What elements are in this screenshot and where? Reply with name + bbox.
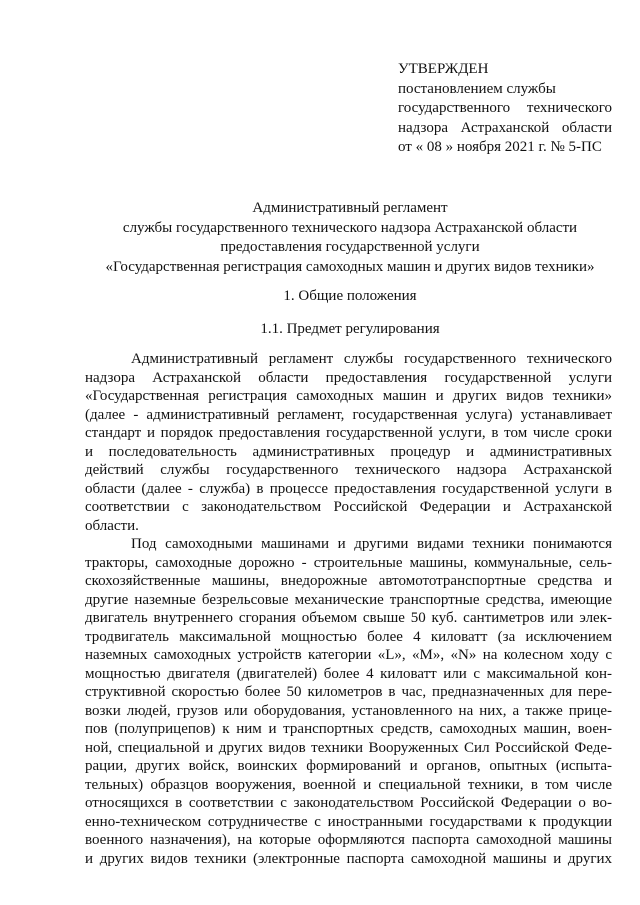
paragraph-line: пов (полуприцепов) к ним и транспортных средств, самоходных машин, воен- — [85, 721, 612, 737]
paragraph-line: Административный регламент службы государственного технического — [131, 351, 612, 367]
paragraph-line: Под самоходными машинами и другими видами техники понимаются — [131, 536, 612, 552]
approval-line: государственного технического — [398, 100, 612, 116]
paragraph-line: енно-техническом сотрудничестве с иностранными государствами к продукции — [85, 813, 612, 830]
paragraph-line: другие наземные безрельсовые механические транспортные средства, имеющие — [85, 591, 612, 608]
approval-line: надзора Астраханской области — [398, 119, 612, 136]
paragraph-line: наземных самоходных устройств категории «L», «M», «N» на колесном ходу с — [85, 647, 612, 663]
title-line: предоставления государственной услуги — [220, 239, 480, 255]
paragraph-line: действий службы государственного технического надзора Астраханской — [85, 462, 612, 478]
title-line: Административный регламент — [252, 200, 448, 216]
paragraph-line: тельных) образцов вооружения, военной и специальной техники, в том числе — [85, 776, 612, 793]
paragraph-line: относящихся в соответствии с законодательством Российской Федерации о во- — [85, 795, 612, 811]
paragraph-line: соответствии с законодательством Российской Федерации и Астраханской — [85, 499, 612, 515]
paragraph-line: возки людей, грузов или оборудования, установленного на них, а также прице- — [85, 702, 612, 719]
paragraph-line: и других видов техники (электронные паспорта самоходной машины и других — [85, 850, 612, 867]
paragraph-line: тракторы, самоходные дорожно - строительные машины, коммунальные, сель- — [85, 554, 612, 571]
paragraph-line: области. — [85, 517, 139, 534]
paragraph-line: скохозяйственные машины, внедорожные автомототранспортные средства и — [85, 573, 612, 589]
approval-heading: УТВЕРЖДЕН — [398, 61, 489, 77]
paragraph-line: «Государственная регистрация самоходных машин и других видов техники» — [85, 388, 612, 404]
paragraph-line: области (далее - служба) в процессе предоставления государственной услуги в — [85, 480, 612, 497]
paragraph — [85, 350, 612, 535]
approval-line: постановлением службы — [398, 80, 556, 97]
paragraph-line: структивной скоростью более 50 километров в час, предназначенных для пере- — [85, 684, 612, 700]
approval-stamp — [398, 60, 612, 158]
title-line: «Государственная регистрация самоходных машин и других видов техники» — [105, 258, 595, 275]
paragraph-line: рации, других войск, воинских формирований и органов, опытных (испыта- — [85, 758, 612, 774]
paragraph-line: двигатель внутреннего сгорания объемом свыше 50 куб. сантиметров или элек- — [85, 610, 612, 626]
section-heading: 1. Общие положения — [283, 288, 417, 304]
paragraph-line: военного назначения), на которые оформляются паспорта самоходной машины — [85, 832, 612, 848]
paragraph-line: ной, специальной и других видов техники Вооруженных Сил Российской Феде- — [85, 739, 612, 756]
paragraph-line: и последовательность административных процедур и административных — [85, 443, 612, 460]
paragraph-line: стандарт и порядок предоставления государственной услуги, в том числе сроки — [85, 425, 612, 441]
paragraph-line: тродвигатель максимальной мощностью более 4 киловатт (за исключением — [85, 628, 612, 645]
paragraph-line: мощностью двигателя (двигателей) более 4 киловатт или с максимальной кон- — [85, 665, 612, 682]
paragraph-line: надзора Астраханской области предоставления государственной услуги — [85, 369, 612, 386]
paragraph-line: (далее - административный регламент, государственная услуга) устанавливает — [85, 406, 612, 423]
title-line: службы государственного технического надзора Астраханской области — [122, 219, 578, 236]
document-title — [60, 199, 640, 277]
approval-date-line: от « 08 » ноября 2021 г. № 5-ПС — [398, 139, 602, 155]
subsection-heading: 1.1. Предмет регулирования — [260, 321, 440, 337]
paragraph — [85, 535, 612, 868]
body-text — [85, 350, 612, 868]
